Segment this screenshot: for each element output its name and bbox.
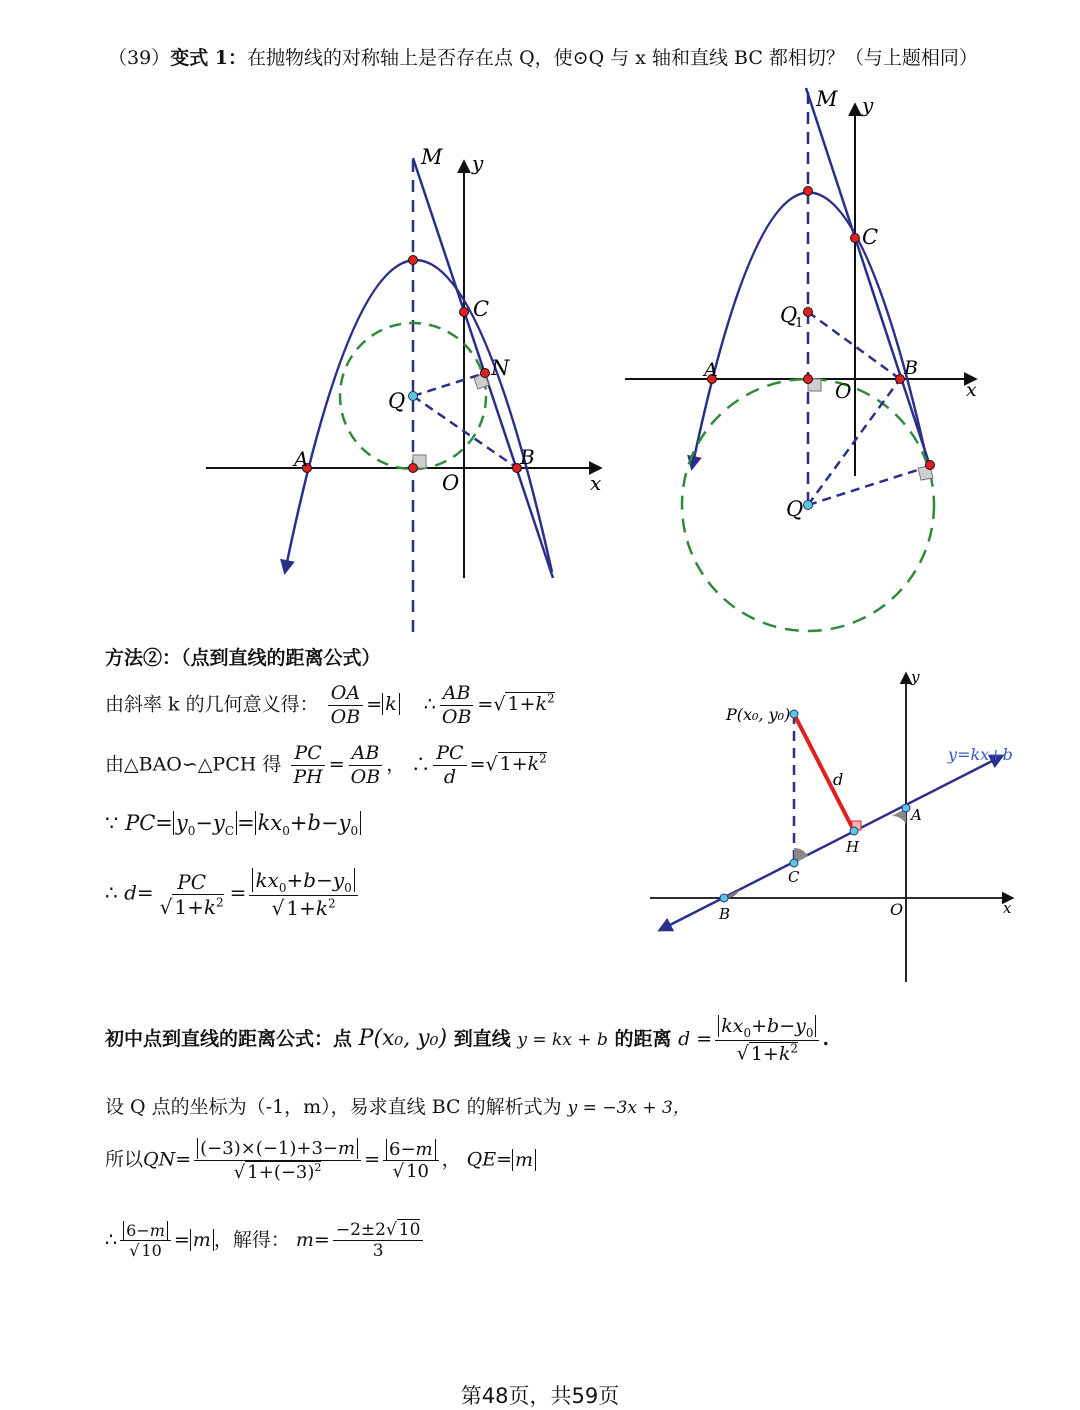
svg-text:Q: Q: [786, 497, 804, 521]
figure-3-distance: [640, 660, 1060, 990]
method-line-4: ∴ d= $\frac{PC}{√ 1+k^2}$ = $\frac{kx_0+b-y_0}{√ 1+k^2}$: [105, 868, 361, 920]
distance-formula: 初中点到直线的距离公式：点 P(x₀, y₀) 到直线 y = kx + b 的距离 d = $\frac{kx_0+b-y_0}{√ 1+k^2}$ .: [105, 1015, 830, 1065]
svg-text:y: y: [862, 93, 874, 117]
variant-label: 变式 1：: [170, 47, 248, 69]
method-line-3: ∵ $PC= y_0-y_C = kx_0+b-y_0$: [105, 810, 361, 840]
solution-line-3: ∴ $\frac{6-m}{√ 10}$ = m ，解得： m= $\frac{-2\pm 2√ 10}{3}$: [105, 1220, 426, 1262]
svg-text:O: O: [835, 379, 852, 403]
method-line-2: 由△BAO∽△PCH 得 $\frac{PC}{PH}$ = $\frac{AB}{OB}$ ， ∴ $\frac{PC}{d}$ =√ $1+k^2$: [105, 742, 547, 788]
question-text: 在抛物线的对称轴上是否存在点 Q，使⊙Q 与 x 轴和直线 BC 都相切？（与上题相同）: [247, 47, 978, 69]
svg-text:B: B: [719, 905, 731, 923]
svg-text:d: d: [833, 770, 844, 789]
svg-text:A: A: [704, 359, 718, 381]
method-title: 方法②：（点到直线的距离公式）: [105, 647, 381, 669]
svg-text:x: x: [590, 471, 602, 495]
svg-text:A: A: [911, 806, 922, 824]
svg-text:C: C: [862, 225, 879, 249]
svg-text:H: H: [846, 838, 860, 856]
line-bc: [413, 158, 553, 578]
question-number: （39）: [108, 47, 171, 69]
svg-text:A: A: [294, 447, 309, 471]
svg-text:O: O: [890, 900, 904, 919]
svg-text:C: C: [473, 297, 490, 321]
svg-text:Q: Q: [780, 303, 798, 327]
svg-text:x: x: [966, 379, 977, 401]
svg-text:B: B: [904, 357, 918, 379]
parabola-curve: [285, 260, 552, 572]
svg-text:Q: Q: [388, 389, 406, 413]
figure-2-parabola: [625, 87, 977, 631]
method-line-1: 由斜率 k 的几何意义得： $\frac{OA}{OB}$ = k ∴ $\frac{AB}{OB}$ =√ $1+k^2$: [105, 682, 555, 728]
solution-line-2: 所以QN= $\frac{(-3)\times(-1)+3-m}{√ 1+(-3)^2}$ = $\frac{6-m}{√ 10}$ ， QE= m: [105, 1138, 536, 1183]
svg-text:x: x: [1003, 899, 1012, 917]
svg-text:C: C: [788, 868, 800, 886]
svg-text:y: y: [472, 151, 484, 175]
figure-1-parabola: [0, 0, 1080, 640]
svg-text:P(x₀, y₀): P(x₀, y₀): [726, 705, 791, 724]
svg-text:O: O: [442, 471, 460, 495]
page-number: 第48页，共59页: [460, 1384, 620, 1408]
svg-text:1: 1: [795, 316, 804, 331]
solution-line-1: 设 Q 点的坐标为（-1，m），易求直线 BC 的解析式为 y = −3x + 3，: [105, 1096, 690, 1118]
label-m: M: [421, 145, 443, 169]
svg-text:N: N: [491, 356, 510, 380]
svg-text:B: B: [520, 445, 535, 469]
svg-text:y: y: [911, 668, 920, 686]
svg-text:M: M: [816, 87, 838, 111]
svg-text:y=kx+b: y=kx+b: [948, 745, 1013, 764]
